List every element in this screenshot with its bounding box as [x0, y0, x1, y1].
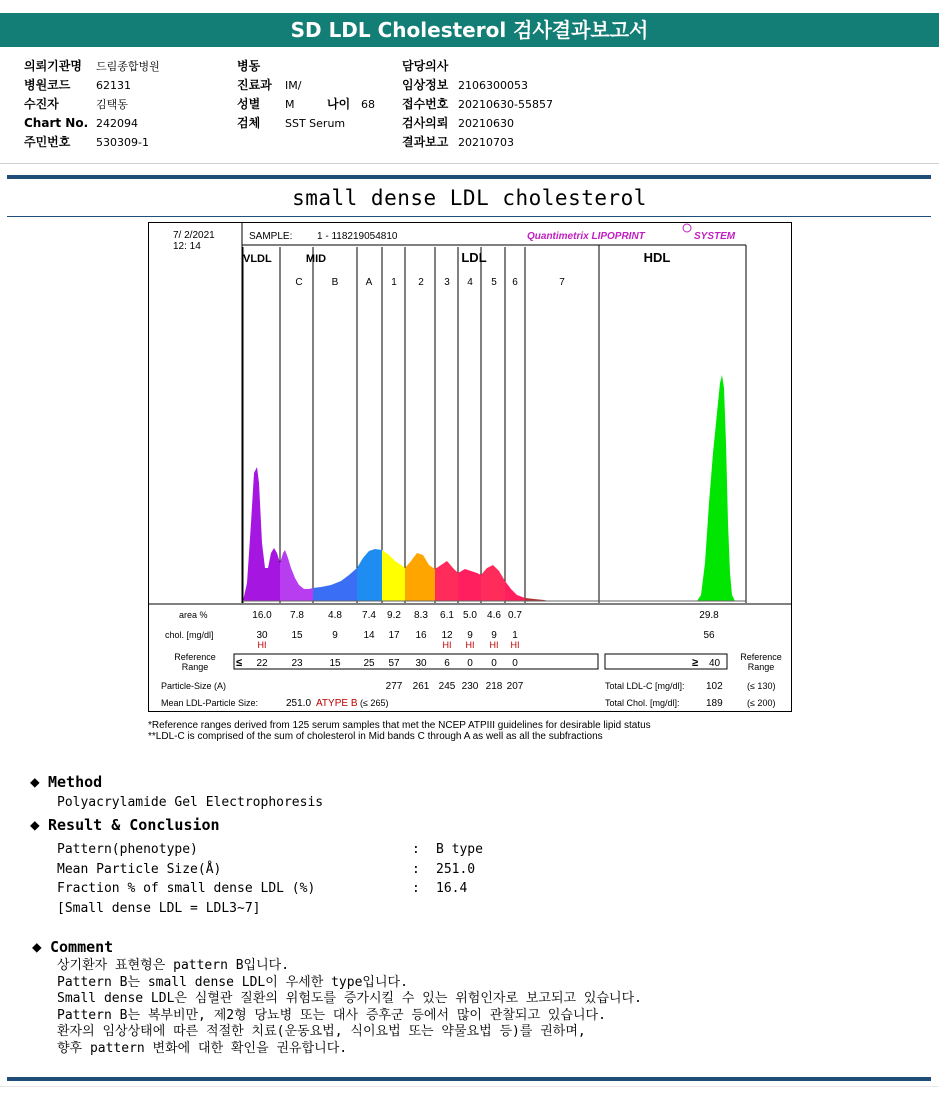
info-value: 242094 — [96, 117, 138, 130]
comment-line: Pattern B는 복부비만, 제2형 당뇨병 또는 대사 증후군 등에서 많이 관찰되고 있습니다. — [57, 1008, 606, 1023]
result-colon: : — [412, 881, 420, 896]
result-label: Fraction % of small dense LDL (%) — [57, 881, 316, 896]
band-label: 4 — [467, 277, 473, 288]
area-value: 8.3 — [414, 610, 428, 621]
footnote: *Reference ranges derived from 125 serum samples that met the NCEP ATPIII guidelines for desirable lipid status — [148, 720, 651, 731]
ldl-6-peak — [505, 581, 525, 601]
info-value: SST Serum — [285, 117, 346, 130]
info-value: M — [285, 98, 295, 111]
method-heading: Method — [48, 773, 103, 791]
band-label: 6 — [512, 277, 518, 288]
area-value: 0.7 — [508, 610, 522, 621]
report-title: SD LDL Cholesterol 검사결과보고서 — [0, 13, 939, 47]
divider — [7, 216, 931, 217]
ref-label: Range — [747, 662, 775, 672]
area-value: 7.8 — [290, 610, 304, 621]
info-value: IM/ — [285, 79, 302, 92]
info-label: 임상정보 — [402, 78, 449, 92]
mid-c-peak — [280, 550, 313, 601]
hdl-ref-value: 40 — [709, 658, 721, 669]
divider — [7, 1077, 931, 1081]
hi-flag: HI — [465, 640, 475, 650]
info-value: 530309-1 — [96, 136, 149, 149]
comment-section — [32, 937, 113, 956]
method-text: Polyacrylamide Gel Electrophoresis — [57, 795, 324, 810]
result-value: B type — [436, 842, 483, 857]
sample-label: SAMPLE: — [249, 231, 293, 242]
info-value: 62131 — [96, 79, 131, 92]
info-value: 20210630 — [458, 117, 514, 130]
ldl-3-peak — [435, 561, 458, 601]
lipoprint-chart — [148, 222, 792, 712]
chol-value: 1 — [512, 630, 518, 641]
info-column-patient — [24, 57, 160, 152]
particle-size-label: Particle-Size (A) — [161, 681, 227, 691]
divider — [0, 163, 939, 164]
info-column-order — [402, 57, 553, 152]
total-chol-ref: (≤ 200) — [747, 698, 776, 708]
ldl-1-peak — [382, 550, 405, 601]
band-label: B — [331, 277, 339, 288]
result-row — [57, 860, 475, 880]
result-label: Mean Particle Size(Å) — [57, 862, 222, 877]
ref-value: 30 — [415, 658, 427, 669]
result-label: Pattern(phenotype) — [57, 842, 198, 857]
particle-size-value: 207 — [506, 681, 524, 692]
diamond-bullet-icon: ◆ — [32, 937, 42, 956]
divider — [0, 1086, 939, 1087]
ref-value: 0 — [512, 658, 518, 669]
info-label: 의뢰기관명 — [24, 59, 82, 73]
mean-size-ref: (≤ 265) — [360, 698, 389, 708]
chol-value: 12 — [441, 630, 453, 641]
hdl-peak — [697, 375, 735, 601]
ref-value: 22 — [256, 658, 268, 669]
chart-date: 7/ 2/2021 — [173, 230, 215, 241]
particle-size-value: 277 — [385, 681, 403, 692]
comment-line: 상기환자 표현형은 pattern B입니다. — [57, 958, 290, 973]
ref-value: 25 — [363, 658, 375, 669]
total-ldl-label: Total LDL-C [mg/dl]: — [605, 681, 685, 691]
band-label: 5 — [491, 277, 497, 288]
info-value: 드림종합병원 — [96, 60, 160, 73]
ref-label: Range — [181, 662, 209, 672]
result-value: 251.0 — [436, 862, 476, 877]
info-label: 병원코드 — [24, 78, 71, 92]
result-note: [Small dense LDL = LDL3~7] — [57, 901, 261, 916]
area-value: 4.6 — [487, 610, 501, 621]
registered-icon — [683, 224, 691, 232]
hi-flag: HI — [257, 640, 267, 650]
chol-value: 9 — [332, 630, 338, 641]
info-label: 검사의뢰 — [402, 116, 449, 130]
method-section — [30, 772, 102, 791]
ref-label: Reference — [174, 652, 216, 662]
ldl-5-peak — [481, 565, 505, 601]
sample-value: 1 - 118219054810 — [317, 231, 398, 242]
ref-value: 0 — [467, 658, 473, 669]
area-value: 9.2 — [387, 610, 401, 621]
info-label: 수진자 — [24, 97, 59, 111]
hi-flag: HI — [489, 640, 499, 650]
leq-symbol: ≤ — [236, 657, 243, 669]
comment-line: Pattern B는 small dense LDL이 우세한 type입니다. — [57, 975, 408, 990]
area-value: 4.8 — [328, 610, 342, 621]
info-value: 20210703 — [458, 136, 514, 149]
mean-size-label: Mean LDL-Particle Size: — [161, 698, 259, 708]
geq-symbol: ≥ — [692, 657, 699, 669]
area-label: area % — [179, 610, 208, 620]
area-value: 16.0 — [252, 610, 272, 621]
mid-a-peak — [357, 549, 382, 601]
info-label: 진료과 — [237, 78, 272, 92]
info-value: 2106300053 — [458, 79, 528, 92]
group-label-hdl: HDL — [643, 250, 671, 265]
result-value: 16.4 — [436, 881, 468, 896]
chol-value: 17 — [388, 630, 400, 641]
result-row — [57, 879, 467, 899]
result-row — [57, 840, 483, 860]
particle-size-value: 261 — [412, 681, 430, 692]
hi-flag: HI — [510, 640, 520, 650]
info-label: 성별 — [237, 97, 261, 111]
result-section — [30, 815, 220, 834]
age-value: 68 — [361, 98, 375, 111]
diamond-bullet-icon: ◆ — [30, 815, 40, 834]
group-label-mid: MID — [305, 253, 327, 265]
total-ldl-ref: (≤ 130) — [747, 681, 776, 691]
info-label: 주민번호 — [24, 135, 71, 149]
ref-label: Reference — [740, 652, 782, 662]
band-label: A — [365, 277, 373, 288]
chol-value: 14 — [363, 630, 375, 641]
mid-b-peak — [313, 568, 357, 601]
info-label: 검체 — [237, 116, 261, 130]
group-label-vldl: VLDL — [243, 253, 272, 265]
ref-value: 0 — [491, 658, 497, 669]
info-value: 김택동 — [96, 98, 128, 111]
info-label: 접수번호 — [402, 97, 449, 111]
area-value: 7.4 — [362, 610, 376, 621]
comment-line: Small dense LDL은 심혈관 질환의 위험도를 증가시킬 수 있는 위험인자로 보고되고 있습니다. — [57, 991, 642, 1006]
particle-size-value: 245 — [438, 681, 456, 692]
ref-value: 23 — [291, 658, 303, 669]
ref-value: 15 — [329, 658, 341, 669]
footnote: **LDL-C is comprised of the sum of cholesterol in Mid bands C through A as well as all the subfractions — [148, 731, 603, 742]
chol-value: 56 — [703, 630, 715, 641]
brand-suffix: SYSTEM — [694, 231, 736, 242]
result-colon: : — [412, 842, 420, 857]
chol-label: chol. [mg/dl] — [165, 630, 214, 640]
ref-value: 57 — [388, 658, 400, 669]
ldl-2-peak — [405, 553, 435, 601]
band-label: 2 — [418, 277, 424, 288]
particle-size-value: 230 — [461, 681, 479, 692]
age-label: 나이 — [327, 97, 351, 111]
chol-value: 9 — [491, 630, 497, 641]
info-label: 결과보고 — [402, 135, 449, 149]
mean-type: ATYPE B — [316, 698, 358, 709]
area-value: 29.8 — [699, 610, 719, 621]
particle-size-value: 218 — [485, 681, 503, 692]
band-label: C — [295, 277, 303, 288]
brand-name: Quantimetrix LIPOPRINT — [527, 231, 645, 242]
info-label: 담당의사 — [402, 59, 449, 73]
info-value: 20210630-55857 — [458, 98, 553, 111]
chol-value: 30 — [256, 630, 268, 641]
band-label: 1 — [391, 277, 397, 288]
ref-value: 6 — [444, 658, 450, 669]
result-colon: : — [412, 862, 420, 877]
result-heading: Result & Conclusion — [48, 816, 220, 834]
total-chol-label: Total Chol. [mg/dl]: — [605, 698, 680, 708]
info-label: Chart No. — [24, 116, 89, 130]
comment-heading: Comment — [50, 938, 114, 956]
group-label-ldl: LDL — [461, 250, 487, 265]
band-label: 3 — [444, 277, 450, 288]
comment-line: 향후 pattern 변화에 대한 확인을 권유합니다. — [57, 1041, 348, 1056]
total-ldl-value: 102 — [706, 681, 723, 692]
info-label: 병동 — [237, 59, 261, 73]
diamond-bullet-icon: ◆ — [30, 772, 40, 791]
chol-value: 15 — [291, 630, 303, 641]
info-column-clinic — [237, 57, 375, 133]
mean-size-value: 251.0 — [286, 698, 312, 709]
chol-value: 16 — [415, 630, 427, 641]
divider — [7, 175, 931, 179]
lipoprint-chart-svg — [149, 223, 791, 711]
chart-time: 12: 14 — [173, 241, 201, 252]
area-value: 5.0 — [463, 610, 477, 621]
section-title: small dense LDL cholesterol — [292, 186, 647, 210]
comment-line: 환자의 임상상태에 따른 적절한 치료(운동요법, 식이요법 또는 약물요법 등)를 권하며, — [57, 1024, 586, 1039]
chol-value: 9 — [467, 630, 473, 641]
hi-flag: HI — [442, 640, 452, 650]
total-chol-value: 189 — [706, 698, 723, 709]
ldl-4-peak — [458, 569, 481, 601]
area-value: 6.1 — [440, 610, 454, 621]
band-label: 7 — [559, 277, 565, 288]
vldl-peak — [243, 467, 280, 601]
